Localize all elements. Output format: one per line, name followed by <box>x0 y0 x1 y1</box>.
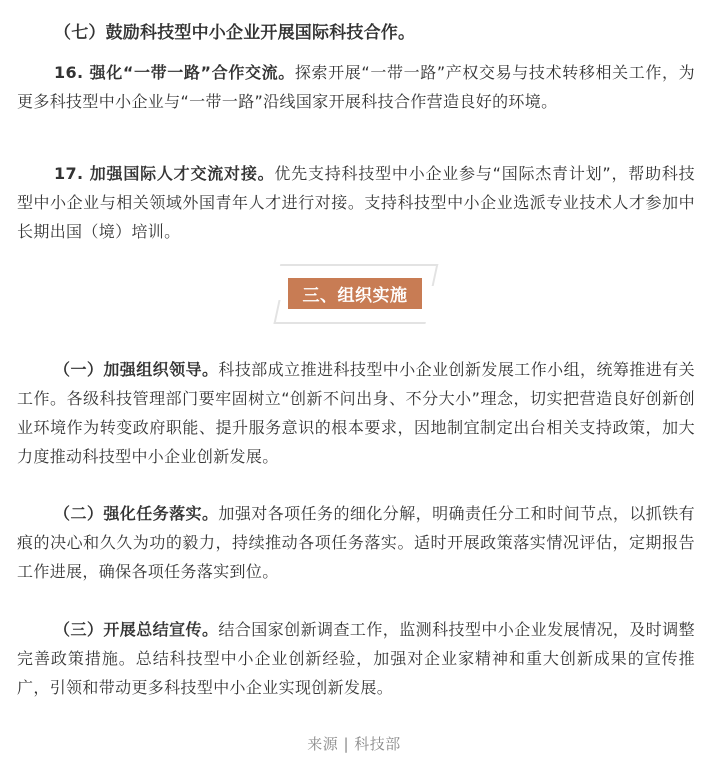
paragraph-org-3 <box>17 615 695 702</box>
section-heading-7: （七）鼓励科技型中小企业开展国际科技合作。 <box>54 23 416 43</box>
item-16-lead: 16. 强化“一带一路”合作交流。 <box>54 63 295 82</box>
org-1-body: 科技部成立推进科技型中小企业创新发展工作小组，统筹推进有关工作。各级科技管理部门要牢固树立“创新不问出身、不分大小”理念，切实把营造良好创新创业环境作为转变政府职能、提升服务意识的根本要求，因地制宜制定出台相关支持政策，加大力度推动科技型中小企业创新发展。 <box>17 360 695 466</box>
org-3-lead: （三）开展总结宣传。 <box>54 620 219 639</box>
org-3-body: 结合国家创新调查工作，监测科技型中小企业发展情况，及时调整完善政策措施。总结科技型中小企业创新经验，加强对企业家精神和重大创新成果的宣传推广，引领和带动更多科技型中小企业实现创新发展。 <box>17 620 695 697</box>
source-credit: 来源 | 科技部 <box>307 735 401 753</box>
org-2-body: 加强对各项任务的细化分解，明确责任分工和时间节点，以抓铁有痕的决心和久久为功的毅力，持续推动各项任务落实。适时开展政策落实情况评估，定期报告工作进展，确保各项任务落实到位。 <box>17 504 695 581</box>
paragraph-item-17 <box>17 159 695 246</box>
org-2-lead: （二）强化任务落实。 <box>54 504 219 523</box>
section-banner <box>276 262 436 324</box>
item-16-body: 探索开展“一带一路”产权交易与技术转移相关工作，为更多科技型中小企业与“一带一路”沿线国家开展科技合作营造良好的环境。 <box>17 63 695 111</box>
paragraph-item-16 <box>17 58 695 116</box>
org-1-lead: （一）加强组织领导。 <box>54 360 219 379</box>
banner-label: 三、组织实施 <box>288 278 422 309</box>
paragraph-org-2 <box>17 499 695 586</box>
item-17-lead: 17. 加强国际人才交流对接。 <box>54 164 275 183</box>
paragraph-org-1 <box>17 355 695 471</box>
item-17-body: 优先支持科技型中小企业参与“国际杰青计划”，帮助科技型中小企业与相关领域外国青年人才进行对接。支持科技型中小企业选派专业技术人才参加中长期出国（境）培训。 <box>17 164 695 241</box>
